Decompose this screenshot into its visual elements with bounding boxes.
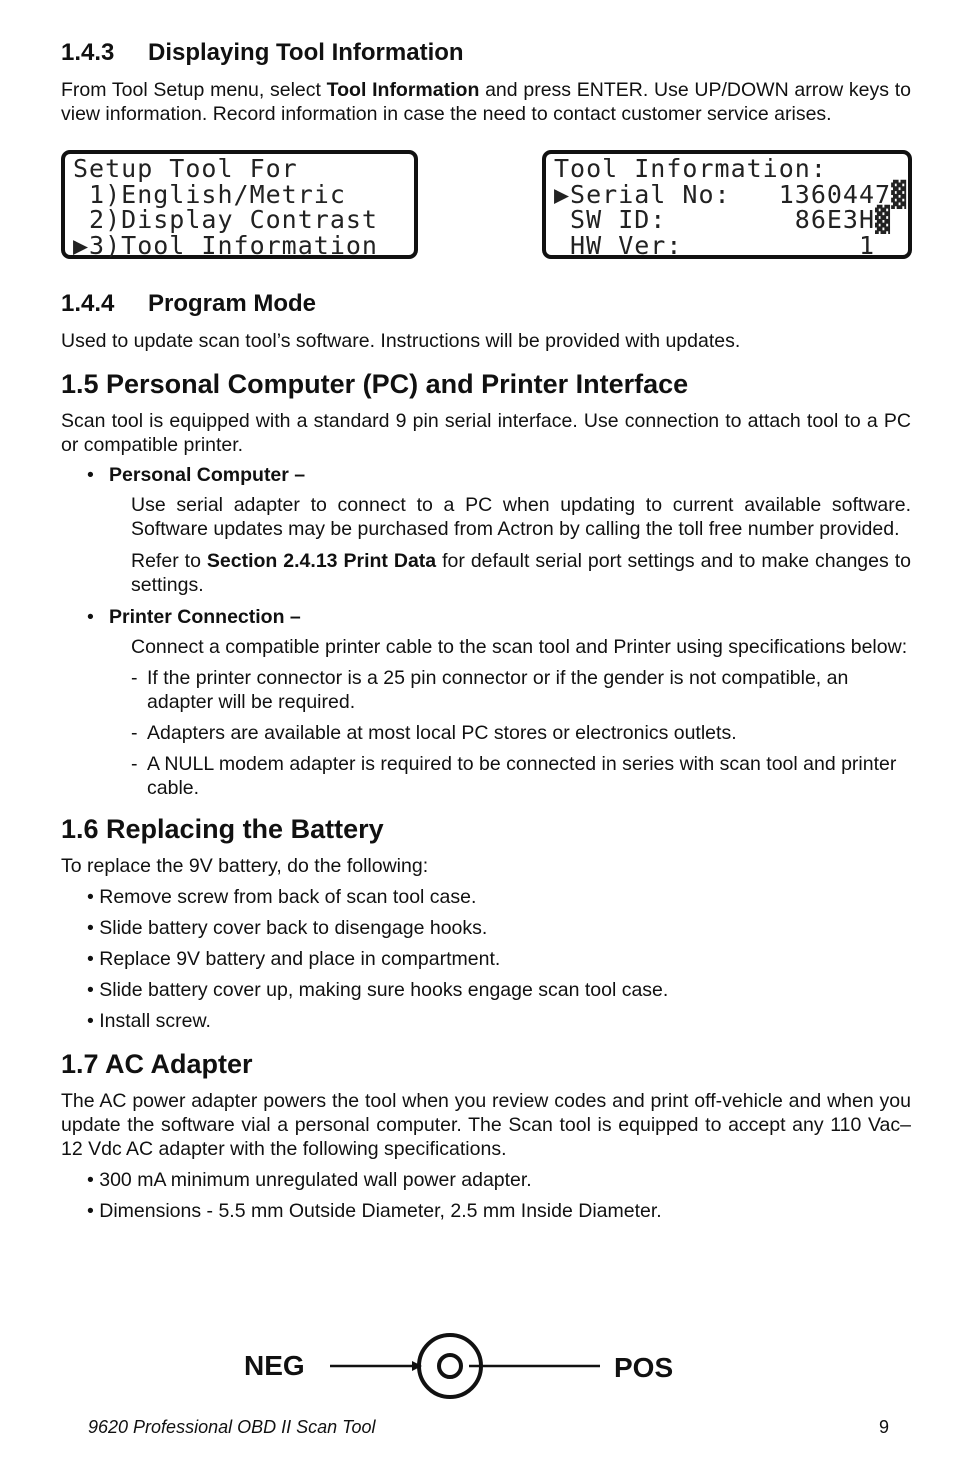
heading-1-7: 1.7 AC Adapter — [61, 1049, 253, 1079]
list-item: • 300 mA minimum unregulated wall power adapter. — [87, 1169, 532, 1191]
heading-1-4-4: 1.4.4 Program Mode — [61, 290, 317, 317]
bullet-personal-computer: • Personal Computer – — [87, 464, 306, 486]
page-content — [61, 38, 911, 1223]
paragraph-tool-info: From Tool Setup menu, select Tool Information and press ENTER. Use UP/DOWN arrow keys to view information. Record information in case the need to contact customer service arises. — [61, 79, 911, 125]
list-item: • Dimensions - 5.5 mm Outside Diameter, 2.5 mm Inside Diameter. — [87, 1200, 662, 1222]
footer-title: 9620 Professional OBD II Scan Tool — [88, 1417, 376, 1437]
dash-item: - Adapters are available at most local PC stores or electronics outlets. — [131, 722, 737, 744]
heading-1-6: 1.6 Replacing the Battery — [61, 814, 384, 844]
dash-item: - If the printer connector is a 25 pin connector or if the gender is not compatible, an adapter will be required. — [131, 667, 849, 713]
page-number: 9 — [878, 1417, 889, 1437]
heading-1-4-3: 1.4.3 Displaying Tool Information — [61, 39, 464, 66]
pc-details — [131, 493, 911, 597]
heading-1-5: 1.5 Personal Computer (PC) and Printer Interface — [61, 369, 689, 399]
list-item: • Slide battery cover back to disengage hooks. — [87, 917, 488, 939]
lcd-tool-information: Tool Information: ▶Serial No: 1360447▓ SW ID: 86E3H▓ HW Ver: 1 — [542, 150, 912, 259]
paragraph-battery: To replace the 9V battery, do the following: — [61, 855, 429, 877]
paragraph-pc-2: Refer to Section 2.4.13 Print Data for default serial port settings and to make changes to settings. — [131, 550, 911, 596]
list-item: • Replace 9V battery and place in compartment. — [87, 948, 501, 970]
paragraph-interface: Scan tool is equipped with a standard 9 pin serial interface. Use connection to attach tool to a PC or compatible printer. — [61, 410, 911, 456]
paragraph-ac-adapter: The AC power adapter powers the tool when you review codes and print off-vehicle and when you update the software vial a personal computer. The Scan tool is equipped to accept any 110 Vac–12 Vdc AC adapter with the following specifications. — [61, 1090, 911, 1160]
neg-label: NEG — [244, 1350, 305, 1381]
dash-item: - A NULL modem adapter is required to be connected in series with scan tool and printer cable. — [131, 753, 897, 799]
page-footer — [88, 1417, 889, 1438]
printer-details — [131, 635, 911, 659]
list-item: • Install screw. — [87, 1010, 211, 1032]
pos-label: POS — [614, 1352, 674, 1383]
adapter-specs — [87, 1168, 911, 1223]
battery-steps — [87, 885, 911, 1033]
paragraph-program-mode: Used to update scan tool’s software. Instructions will be provided with updates. — [61, 330, 741, 352]
paragraph-pc-1: Use serial adapter to connect to a PC when updating to current available software. Software updates may be purchased from Actron by calling the toll free number provided. — [131, 494, 911, 540]
lcd-screens — [61, 150, 911, 259]
paragraph-printer: Connect a compatible printer cable to the scan tool and Printer using specifications below: — [131, 636, 908, 658]
list-item: • Remove screw from back of scan tool case. — [87, 886, 477, 908]
lcd-setup-menu: Setup Tool For 1)English/Metric 2)Display Contrast ▶3)Tool Information — [61, 150, 418, 259]
bullet-printer-connection: • Printer Connection – — [87, 606, 301, 628]
list-item: • Slide battery cover up, making sure hooks engage scan tool case. — [87, 979, 669, 1001]
